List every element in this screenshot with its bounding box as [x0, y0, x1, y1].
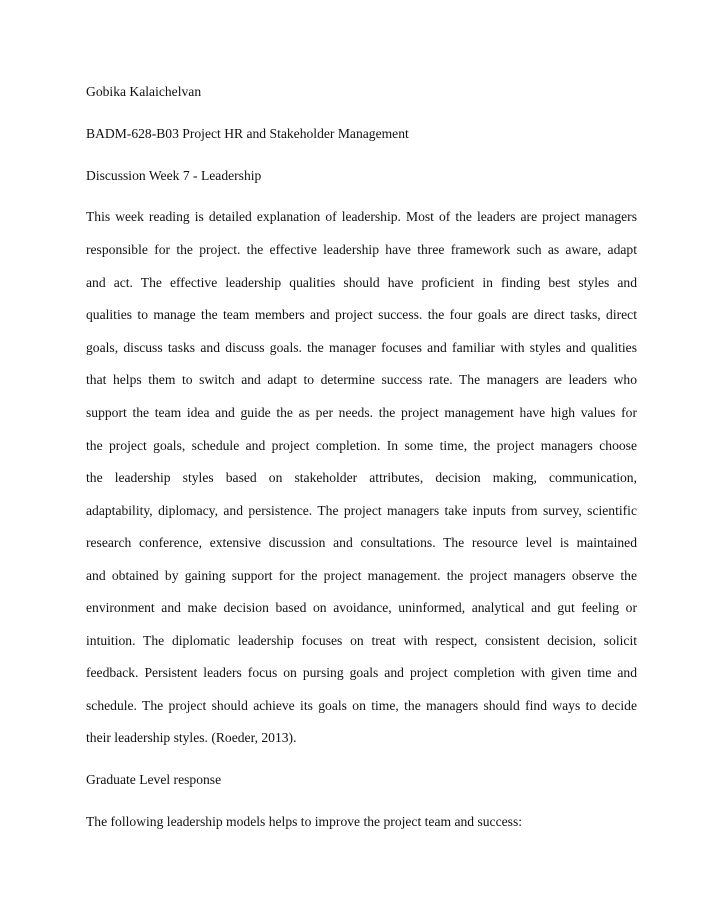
- body-line: and obtained by gaining support for the project management. the project managers observe the: [86, 568, 637, 583]
- body-line: This week reading is detailed explanation of leadership. Most of the leaders are project managers: [86, 209, 637, 224]
- body-line: intuition. The diplomatic leadership focuses on treat with respect, consistent decision, solicit: [86, 633, 637, 648]
- body-line: feedback. Persistent leaders focus on pursing goals and project completion with given time and: [86, 665, 637, 680]
- section-heading: Graduate Level response: [86, 772, 222, 787]
- body-line: support the team idea and guide the as per needs. the project management have high values for: [86, 405, 637, 420]
- body-line: the project goals, schedule and project completion. In some time, the project managers choose: [86, 438, 637, 453]
- body-line: responsible for the project. the effective leadership have three framework such as aware, adapt: [86, 242, 637, 257]
- section-intro: The following leadership models helps to improve the project team and success:: [86, 814, 523, 829]
- body-line: that helps them to switch and adapt to determine success rate. The managers are leaders who: [86, 372, 637, 387]
- body-line: research conference, extensive discussion and consultations. The resource level is maintained: [86, 535, 637, 550]
- course-title: BADM-628-B03 Project HR and Stakeholder Management: [86, 126, 409, 141]
- body-line: adaptability, diplomacy, and persistence. The project managers take inputs from survey, scientific: [86, 503, 637, 518]
- body-line: environment and make decision based on avoidance, uninformed, analytical and gut feeling or: [86, 600, 637, 615]
- body-line: the leadership styles based on stakeholder attributes, decision making, communication,: [86, 470, 637, 485]
- discussion-title: Discussion Week 7 - Leadership: [86, 168, 262, 183]
- body-line-last: their leadership styles. (Roeder, 2013).: [86, 730, 297, 745]
- body-line: qualities to manage the team members and project success. the four goals are direct tasks, direct: [86, 307, 637, 322]
- body-line: goals, discuss tasks and discuss goals. the manager focuses and familiar with styles and qualities: [86, 340, 637, 355]
- body-line: and act. The effective leadership qualities should have proficient in finding best styles and: [86, 275, 637, 290]
- body-line: schedule. The project should achieve its goals on time, the managers should find ways to decide: [86, 698, 637, 713]
- author-name: Gobika Kalaichelvan: [86, 84, 202, 99]
